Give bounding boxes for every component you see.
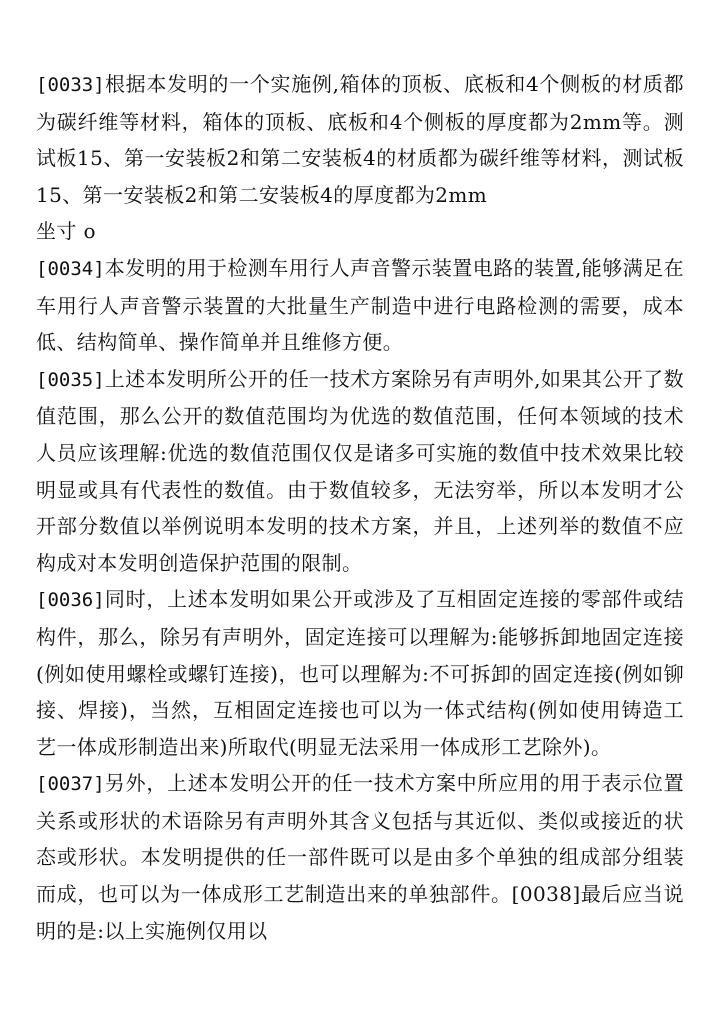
paragraph-number: [0035]	[36, 368, 105, 391]
paragraph-fragment	[36, 213, 684, 250]
paragraph-text: 上述本发明所公开的任一技术方案除另有声明外,如果其公开了数值范围，那么公开的数值范围均为优选的数值范围，任何本领域的技术人员应该理解:优选的数值范围仅仅是诸多可实施的数值中技术效果比较明显或具有代表性的数值。由于数值较多，无法穷举，所以本发明才公开部分数值以举例说明本发明的技术方案，并且，上述列举的数值不应构成对本发明创造保护范围的限制。	[36, 366, 684, 575]
paragraph-0034	[36, 250, 684, 361]
paragraph-text: 另外，上述本发明公开的任一技术方案中所应用的用于表示位置关系或形状的术语除另有声明外其含义包括与其近似、类似或接近的状态或形状。本发明提供的任一部件既可以是由多个单独的组成部分组装而成，也可以为一体成形工艺制造出来的单独部件。[0038]最后应当说明的是:以上实施例仅用以	[36, 771, 684, 943]
paragraph-number: [0036]	[36, 589, 105, 612]
paragraph-0037	[36, 765, 684, 949]
paragraph-0033	[36, 66, 684, 213]
paragraph-text: 本发明的用于检测车用行人声音警示装置电路的装置,能够满足在车用行人声音警示装置的大批量生产制造中进行电路检测的需要，成本低、结构简单、操作简单并且维修方便。	[36, 255, 684, 355]
paragraph-0036	[36, 581, 684, 765]
document-page	[36, 66, 684, 949]
paragraph-0035	[36, 361, 684, 582]
paragraph-number: [0034]	[36, 257, 105, 280]
paragraph-text: 坐寸 o	[36, 219, 96, 244]
paragraph-text: 同时，上述本发明如果公开或涉及了互相固定连接的零部件或结构件，那么，除另有声明外，固定连接可以理解为:能够拆卸地固定连接(例如使用螺栓或螺钉连接)，也可以理解为:不可拆卸的固定连接(例如铆接、焊接)，当然，互相固定连接也可以为一体式结构(例如使用铸造工艺一体成形制造出来)所取代(明显无法采用一体成形工艺除外)。	[36, 587, 684, 759]
paragraph-number: [0037]	[36, 773, 105, 796]
paragraph-number: [0033]	[36, 74, 105, 96]
paragraph-text: 根据本发明的一个实施例,箱体的顶板、底板和4个侧板的材质都为碳纤维等材料，箱体的顶板、底板和4个侧板的厚度都为2mm等。测试板15、第一安装板2和第二安装板4的材质都为碳纤维等材料，测试板15、第一安装板2和第二安装板4的厚度都为2mm	[36, 72, 684, 207]
